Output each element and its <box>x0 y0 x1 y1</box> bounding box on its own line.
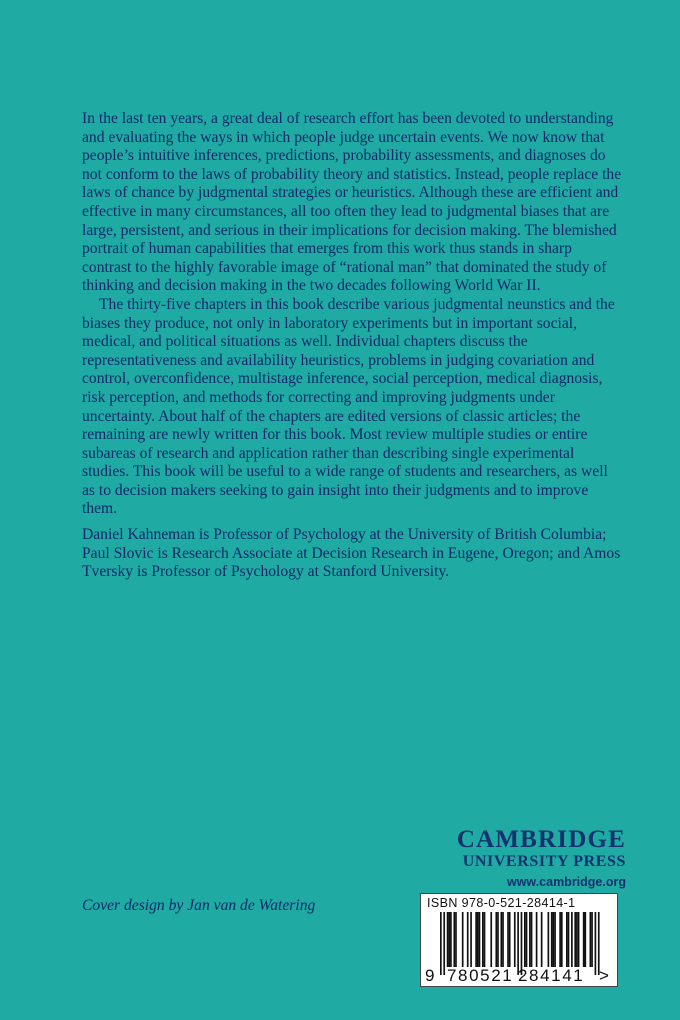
barcode-bar <box>536 912 538 967</box>
barcode-bar <box>553 912 555 967</box>
publisher-subtitle: UNIVERSITY PRESS <box>462 853 626 870</box>
barcode-bar <box>591 912 593 967</box>
ean-right-group: 284141 <box>518 966 585 985</box>
barcode-bar <box>571 912 573 967</box>
barcode-bar <box>502 912 504 967</box>
barcode-bar <box>514 912 516 967</box>
barcode-bar <box>541 912 543 967</box>
barcode-bar <box>470 912 472 967</box>
barcode-bar <box>576 912 578 967</box>
barcode-bar <box>559 912 561 967</box>
cover-design-credit: Cover design by Jan van de Watering <box>82 897 316 914</box>
ean-digits <box>421 966 619 986</box>
barcode-bar <box>574 912 576 967</box>
barcode-bar <box>495 912 497 967</box>
isbn-barcode <box>420 893 618 987</box>
barcode-bar <box>526 912 528 967</box>
barcode-bar <box>529 912 531 967</box>
barcode-bar <box>561 912 563 967</box>
barcode-bar <box>590 912 592 967</box>
barcode-bar <box>490 912 492 967</box>
barcode-bar <box>584 912 586 967</box>
ean-first-digit: 9 <box>425 966 435 985</box>
blurb-text <box>82 110 622 582</box>
barcode-bar <box>524 912 526 967</box>
publisher-logo <box>436 826 626 891</box>
barcode-bar <box>477 912 479 967</box>
barcode-bar <box>450 912 452 967</box>
barcode-bar <box>448 912 450 967</box>
publisher-url: www.cambridge.org <box>506 875 626 889</box>
barcode-bar <box>566 912 568 967</box>
barcode-bar <box>475 912 477 967</box>
barcode-bar <box>583 912 585 967</box>
barcode-bar <box>568 912 570 967</box>
barcode-bar <box>462 912 464 967</box>
barcode-bar <box>500 912 502 967</box>
barcode-bar <box>447 912 449 967</box>
barcode-bar <box>507 912 509 967</box>
barcode-bar <box>531 912 533 967</box>
barcode-bar <box>484 912 486 967</box>
isbn-label: ISBN 978-0-521-28414-1 <box>427 896 576 910</box>
barcode-bar <box>554 912 556 967</box>
barcode-bar <box>548 912 550 967</box>
barcode-bar <box>509 912 511 967</box>
barcode-bar <box>497 912 499 967</box>
blurb-paragraph-2: The thirty-five chapters in this book describe various judgmental neunstics and the biases they produce, not only in laboratory experiments but in important social, medical, and political situations as well. Individual chapters discuss the representativeness and availability heuristics, problems in judging covariation and control, overconfidence, multistage inference, social perception, medical diagnosis, risk perception, and methods for correcting and improving judgments under uncertainty. About half of the chapters are edited versions of classic articles; the remaining are newly written for this book. Most review multiple studies or entire subareas of research and application rather than describing single experimental studies. This book will be useful to a wide range of students and researchers, as well as to decision makers seeking to gain insight into their judgments and to improve them. <box>82 295 615 518</box>
ean-left-group: 780521 <box>447 966 514 985</box>
barcode-bar <box>482 912 484 967</box>
publisher-name: CAMBRIDGE <box>456 826 626 853</box>
quiet-zone-mark: > <box>599 966 609 985</box>
author-bio: Daniel Kahneman is Professor of Psychology at the University of British Columbia; Paul Slovic is Research Associate at Decision Research in Eugene, Oregon; and Amos Tversky is Professor of Psychology at Stanford University. <box>82 526 621 581</box>
barcode-bar <box>467 912 469 967</box>
barcode-bar <box>479 912 481 967</box>
barcode-bar <box>455 912 457 967</box>
barcode-bar <box>453 912 455 967</box>
barcode-bar <box>551 912 553 967</box>
blurb-paragraph-1: In the last ten years, a great deal of research effort has been devoted to understanding and evaluating the ways in which people judge uncertain events. We now know that people’s intuitive inferences, predictions, probability assessments, and diagnoses do not conform to the laws of probability theory and statistics. Instead, people replace the laws of chance by judgmental strategies or heuristics. Although these are efficient and effective in many circumstances, all too often they lead to judgmental biases that are large, persistent, and serious in their implications for decision making. The blemished portrait of human capabilities that emerges from this work thus stands in sharp contrast to the highly favorable image of “rational man” that dominated the study of thinking and decision making in the two decades following World War II. <box>82 110 622 295</box>
barcode-bar <box>578 912 580 967</box>
